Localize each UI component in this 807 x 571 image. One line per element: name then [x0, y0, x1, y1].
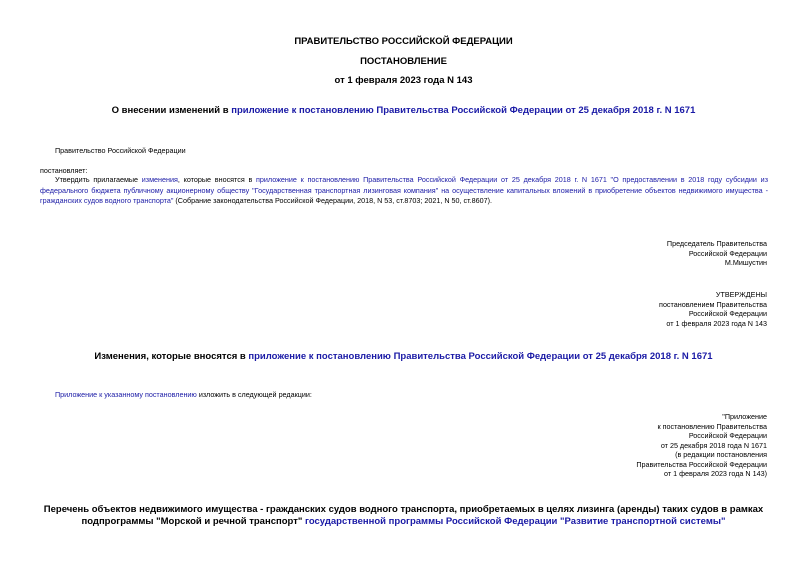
paragraph-start: Утвердить прилагаемые [55, 175, 142, 184]
paragraph-end: (Собрание законодательства Российской Федерации, 2018, N 53, ст.8703; 2021, N 50, ст.8607). [173, 196, 492, 205]
changes-link[interactable]: изменения [141, 175, 178, 184]
signature-block [667, 239, 767, 268]
appendix-ref-line-2: к постановлению Правительства [657, 421, 767, 431]
approved-line-4: от 1 февраля 2023 года N 143 [666, 318, 767, 328]
appendix-link[interactable]: приложение к постановлению Правительства Российской Федерации от 25 декабря 2018 г. N 1671 "О предоставлении в 2018 году субсидии из федерального бюджета публичному акционерному обществу "Государственная транспортная лизинговая компания" на осуществление капитальных вложений в приобретение объектов недвижимого имущества - гражданских судов водного транспорта" [40, 175, 768, 205]
program-link[interactable]: государственной программы Российской Федерации "Развитие транспортной системы" [305, 516, 726, 527]
approved-line-3: Российской Федерации [688, 309, 767, 318]
document-title [0, 105, 807, 116]
changes-body-text: изложить в следующей редакции: [196, 390, 312, 399]
appendix-ref-line-5: (в редакции постановления [675, 450, 767, 459]
list-title [0, 504, 807, 528]
appendix-ref-line-1: "Приложение [722, 412, 767, 421]
approved-line-2: постановлением Правительства [659, 299, 767, 309]
signature-name: М.Мишустин [724, 258, 767, 267]
list-title-line-2 [0, 516, 807, 528]
title-prefix: О внесении изменений в [111, 105, 232, 116]
list-title-line-1: Перечень объектов недвижимого имущества - гражданских судов водного транспорта, приобретаемых в целях лизинга (аренды) таких судов в рамках [43, 504, 764, 515]
approved-line-1: УТВЕРЖДЕНЫ [715, 290, 767, 299]
signature-position: Председатель Правительства [666, 239, 767, 248]
appendix-reference-block [636, 412, 767, 479]
changes-body-link[interactable]: Приложение к указанному постановлению [55, 390, 197, 399]
list-title-line-2-prefix: подпрограммы "Морской и речной транспорт" [81, 516, 306, 527]
approved-block [659, 290, 767, 328]
changes-title-link[interactable]: приложение к постановлению Правительства Российской Федерации от 25 декабря 2018 г. N 1671 [248, 351, 713, 362]
decides-text: постановляет: [40, 166, 88, 175]
main-paragraph [40, 175, 768, 207]
appendix-ref-line-4: от 25 декабря 2018 года N 1671 [660, 440, 767, 450]
title-link[interactable]: приложение к постановлению Правительства Российской Федерации от 25 декабря 2018 г. N 1671 [231, 105, 696, 116]
changes-title [0, 351, 807, 362]
changes-title-prefix: Изменения, которые вносятся в [94, 351, 249, 362]
signature-country: Российской Федерации [688, 248, 767, 258]
issuer-text: Правительство Российской Федерации [55, 146, 186, 155]
appendix-ref-line-3: Российской Федерации [688, 431, 767, 440]
changes-body [55, 390, 312, 401]
paragraph-mid: , которые вносятся в [177, 175, 257, 184]
document-date-number: от 1 февраля 2023 года N 143 [334, 75, 473, 86]
appendix-ref-line-7: от 1 февраля 2023 года N 143) [664, 469, 767, 478]
appendix-ref-line-6: Правительства Российской Федерации [636, 459, 767, 469]
government-heading: ПРАВИТЕЛЬСТВО РОССИЙСКОЙ ФЕДЕРАЦИИ [294, 36, 513, 47]
document-type: ПОСТАНОВЛЕНИЕ [360, 56, 447, 67]
